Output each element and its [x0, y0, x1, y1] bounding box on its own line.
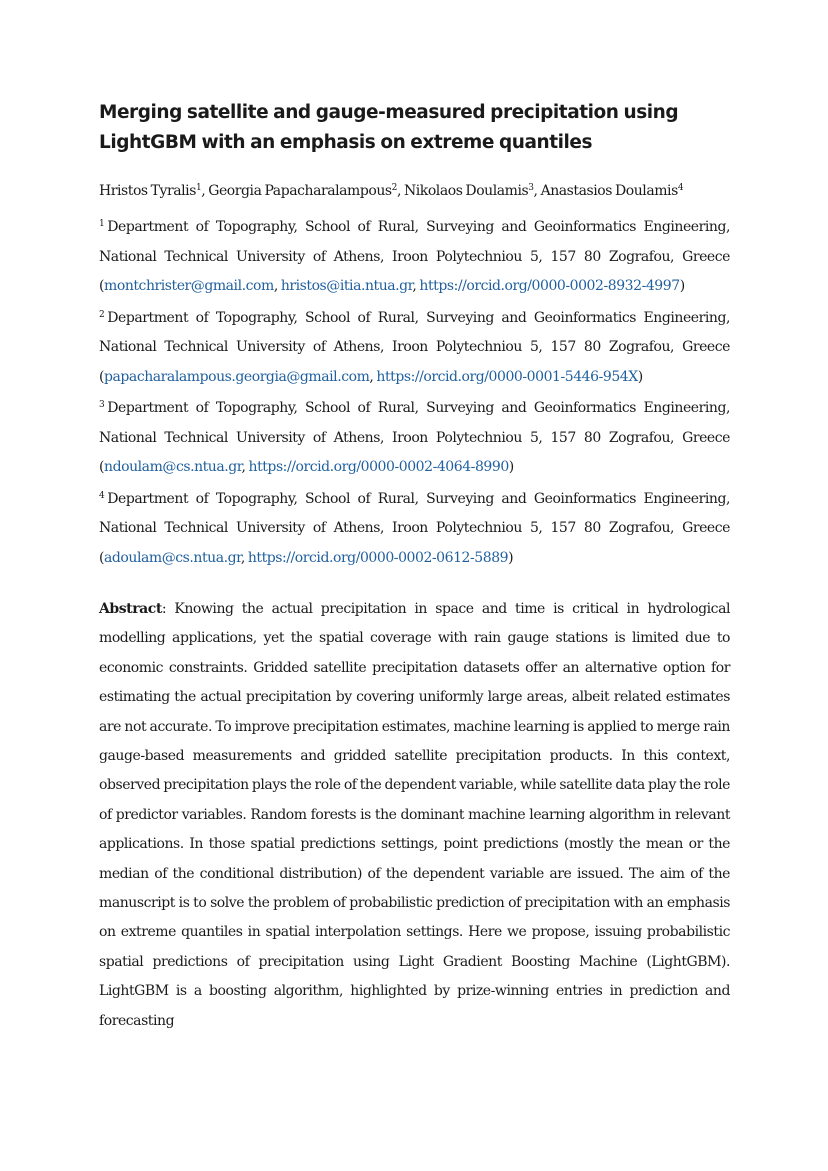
email-link[interactable]: ndoulam@cs.ntua.gr	[104, 459, 242, 475]
author-name: Georgia Papacharalampous	[208, 183, 392, 199]
author-list	[99, 181, 730, 201]
affiliation-text: Department of Topography, School of Rural, Surveying and Geoinformatics Engineering, National Technical University of Athens, Iroon Polytechniou 5, 157 80 Zografou, Greece	[99, 219, 730, 265]
affiliation: $^3$ Department of Topography, School of Rural, Surveying and Geoinformatics Engineering, National Technical University of Athens, Iroon Polytechniou 5, 157 80 Zografou, Greece (ndoulam@cs.ntua.gr, https://orcid.org/0000-0002-4064-8990)	[99, 400, 730, 475]
paper-content	[99, 98, 730, 1050]
author-name: Hristos Tyralis	[99, 183, 196, 199]
author-affiliation-mark: 1	[195, 183, 202, 193]
author-affiliation-mark: 4	[677, 183, 684, 193]
email-link[interactable]: adoulam@cs.ntua.gr	[104, 549, 241, 566]
affiliation-number: 2	[99, 309, 105, 320]
orcid-link[interactable]: https://orcid.org/0000-0002-4064-8990	[248, 459, 509, 475]
orcid-link[interactable]: https://orcid.org/0000-0002-0612-5889	[247, 549, 509, 566]
email-link[interactable]: montchrister@gmail.com	[104, 278, 274, 294]
author-name: Anastasios Doulamis	[540, 183, 678, 199]
email-link[interactable]: hristos@itia.ntua.gr	[280, 278, 413, 294]
affiliation-text: Department of Topography, School of Rural, Surveying and Geoinformatics Engineering, National Technical University of Athens, Iroon Polytechniou 5, 157 80 Zografou, Greece	[99, 490, 730, 536]
abstract	[99, 595, 730, 1036]
author	[404, 183, 541, 199]
affiliation-number: 3	[99, 400, 105, 410]
author	[208, 183, 404, 199]
orcid-link[interactable]: https://orcid.org/0000-0001-5446-954X	[376, 368, 638, 385]
affiliation-number: 1	[99, 219, 105, 229]
author-separator: ,	[396, 183, 404, 199]
author-separator: ,	[201, 183, 209, 199]
affiliation-text: Department of Topography, School of Rural, Surveying and Geoinformatics Engineering, National Technical University of Athens, Iroon Polytechniou 5, 157 80 Zografou, Greece	[99, 309, 730, 355]
affiliation: $^4$ Department of Topography, School of Rural, Surveying and Geoinformatics Engineering, National Technical University of Athens, Iroon Polytechniou 5, 157 80 Zografou, Greece (adoulam@cs.ntua.gr, https://orcid.org/0000-0002-0612-5889)	[99, 490, 730, 566]
author-separator: ,	[533, 183, 541, 199]
author	[99, 183, 208, 199]
abstract-text: : Knowing the actual precipitation in space and time is critical in hydrological modelling applications, yet the spatial coverage with rain gauge stations is limited due to economic constraints. Gridded satellite precipitation datasets offer an alternative option for estimating the actual precipitation by covering uniformly large areas, albeit related estimates are not accurate. To improve precipitation estimates, machine learning is applied to merge rain gauge-based measurements and gridded satellite precipitation products. In this context, observed precipitation plays the role of the dependent variable, while satellite data play the role of predictor variables. Random forests is the dominant machine learning algorithm in relevant applications. In those spatial predictions settings, point predictions (mostly the mean or the median of the conditional distribution) of the dependent variable are issued. The aim of the manuscript is to solve the problem of probabilistic prediction of precipitation with an emphasis on extreme quantiles in spatial interpolation settings. Here we propose, issuing probabilistic spatial predictions of precipitation using Light Gradient Boosting Machine (LightGBM). LightGBM is a boosting algorithm, highlighted by prize-winning entries in prediction and forecasting	[99, 601, 730, 1029]
author-name: Nikolaos Doulamis	[403, 183, 529, 199]
affiliation: $^2$ Department of Topography, School of Rural, Surveying and Geoinformatics Engineering, National Technical University of Athens, Iroon Polytechniou 5, 157 80 Zografou, Greece (papacharalampous.georgia@gmail.com, https://orcid.org/0000-0001-5446-954X)	[99, 309, 730, 385]
paper-title: Merging satellite and gauge-measured precipitation using LightGBM with an emphasis on extreme quantiles	[99, 102, 679, 153]
abstract-label: Abstract	[99, 601, 162, 617]
author	[541, 183, 684, 199]
author-affiliation-mark: 3	[528, 183, 534, 193]
author-affiliation-mark: 2	[391, 183, 397, 193]
affiliation-text: Department of Topography, School of Rural, Surveying and Geoinformatics Engineering, National Technical University of Athens, Iroon Polytechniou 5, 157 80 Zografou, Greece	[99, 400, 730, 446]
orcid-link[interactable]: https://orcid.org/0000-0002-8932-4997	[419, 278, 680, 294]
email-link[interactable]: papacharalampous.georgia@gmail.com	[104, 368, 370, 385]
affiliation: $^1$ Department of Topography, School of Rural, Surveying and Geoinformatics Engineering, National Technical University of Athens, Iroon Polytechniou 5, 157 80 Zografou, Greece (montchrister@gmail.com, hristos@itia.ntua.gr, https://orcid.org/0000-0002-8932-4997)	[99, 219, 730, 294]
affiliation-number: 4	[99, 490, 105, 501]
